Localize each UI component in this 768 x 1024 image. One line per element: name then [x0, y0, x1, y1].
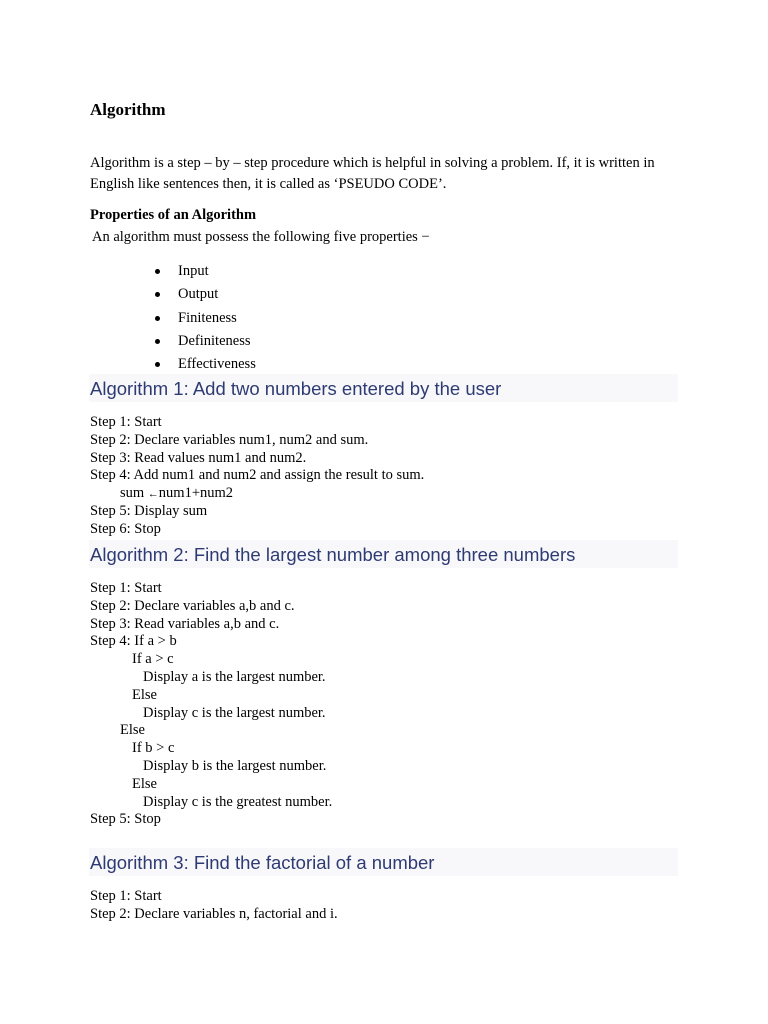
- step-line: Step 1: Start: [90, 888, 162, 904]
- step-line: Step 3: Read variables a,b and c.: [90, 615, 280, 632]
- step-line: If a > c: [132, 651, 174, 668]
- step-line: Display c is the largest number.: [143, 704, 326, 721]
- step-line: Step 1: Start: [90, 414, 162, 430]
- algorithm-1-heading: [89, 374, 678, 402]
- bullet-icon: [155, 292, 160, 297]
- assignment-line: sum ←num1+num2: [120, 485, 234, 502]
- list-item: Definiteness: [150, 332, 256, 355]
- bullet-icon: [155, 316, 160, 321]
- algorithm-3-heading: [89, 848, 678, 876]
- step-line: Step 4: Add num1 and num2 and assign the result to sum.: [90, 467, 425, 484]
- algorithm-2-steps: [90, 580, 332, 829]
- step-line: Else: [132, 686, 157, 703]
- algorithm-2-title: Algorithm 2: Find the largest number among three numbers: [90, 544, 576, 565]
- step-line: Step 5: Stop: [90, 811, 161, 828]
- bullet-icon: [155, 269, 160, 274]
- algorithm-1-steps: [90, 414, 424, 539]
- step-line: Step 2: Declare variables n, factorial and i.: [90, 905, 338, 922]
- step-line: Else: [132, 775, 157, 792]
- step-line: Display a is the largest number.: [143, 668, 326, 685]
- algorithm-3-steps: [90, 888, 338, 924]
- step-line: Step 2: Declare variables a,b and c.: [90, 597, 295, 614]
- properties-list: [150, 262, 256, 378]
- step-line: Step 3: Read values num1 and num2.: [90, 449, 307, 466]
- list-item: Finiteness: [150, 309, 256, 332]
- step-line: Step 6: Stop: [90, 520, 161, 537]
- algorithm-1-title: Algorithm 1: Add two numbers entered by the user: [90, 378, 502, 399]
- properties-heading: Properties of an Algorithm: [90, 207, 257, 223]
- algorithm-3-title: Algorithm 3: Find the factorial of a number: [90, 852, 435, 873]
- step-line: Step 1: Start: [90, 580, 162, 596]
- algorithm-2-heading: [89, 540, 678, 568]
- step-line: Step 4: If a > b: [90, 633, 177, 650]
- document-title: Algorithm: [90, 100, 166, 119]
- step-line: If b > c: [132, 740, 175, 757]
- step-line: Else: [120, 722, 145, 739]
- step-line: Display c is the greatest number.: [143, 793, 333, 810]
- step-line: Display b is the largest number.: [143, 757, 327, 774]
- step-line: Step 2: Declare variables num1, num2 and sum.: [90, 431, 369, 448]
- list-item: Input: [150, 262, 256, 285]
- properties-intro: An algorithm must possess the following five properties −: [92, 229, 430, 245]
- list-item: Output: [150, 285, 256, 308]
- intro-paragraph: Algorithm is a step – by – step procedure which is helpful in solving a problem. If, it is written in English like sentences then, it is called as ‘PSEUDO CODE’.: [90, 155, 655, 192]
- list-item: Effectiveness: [150, 355, 256, 378]
- bullet-icon: [155, 362, 160, 367]
- step-line: Step 5: Display sum: [90, 502, 208, 519]
- left-arrow-icon: ←: [147, 488, 159, 501]
- bullet-icon: [155, 339, 160, 344]
